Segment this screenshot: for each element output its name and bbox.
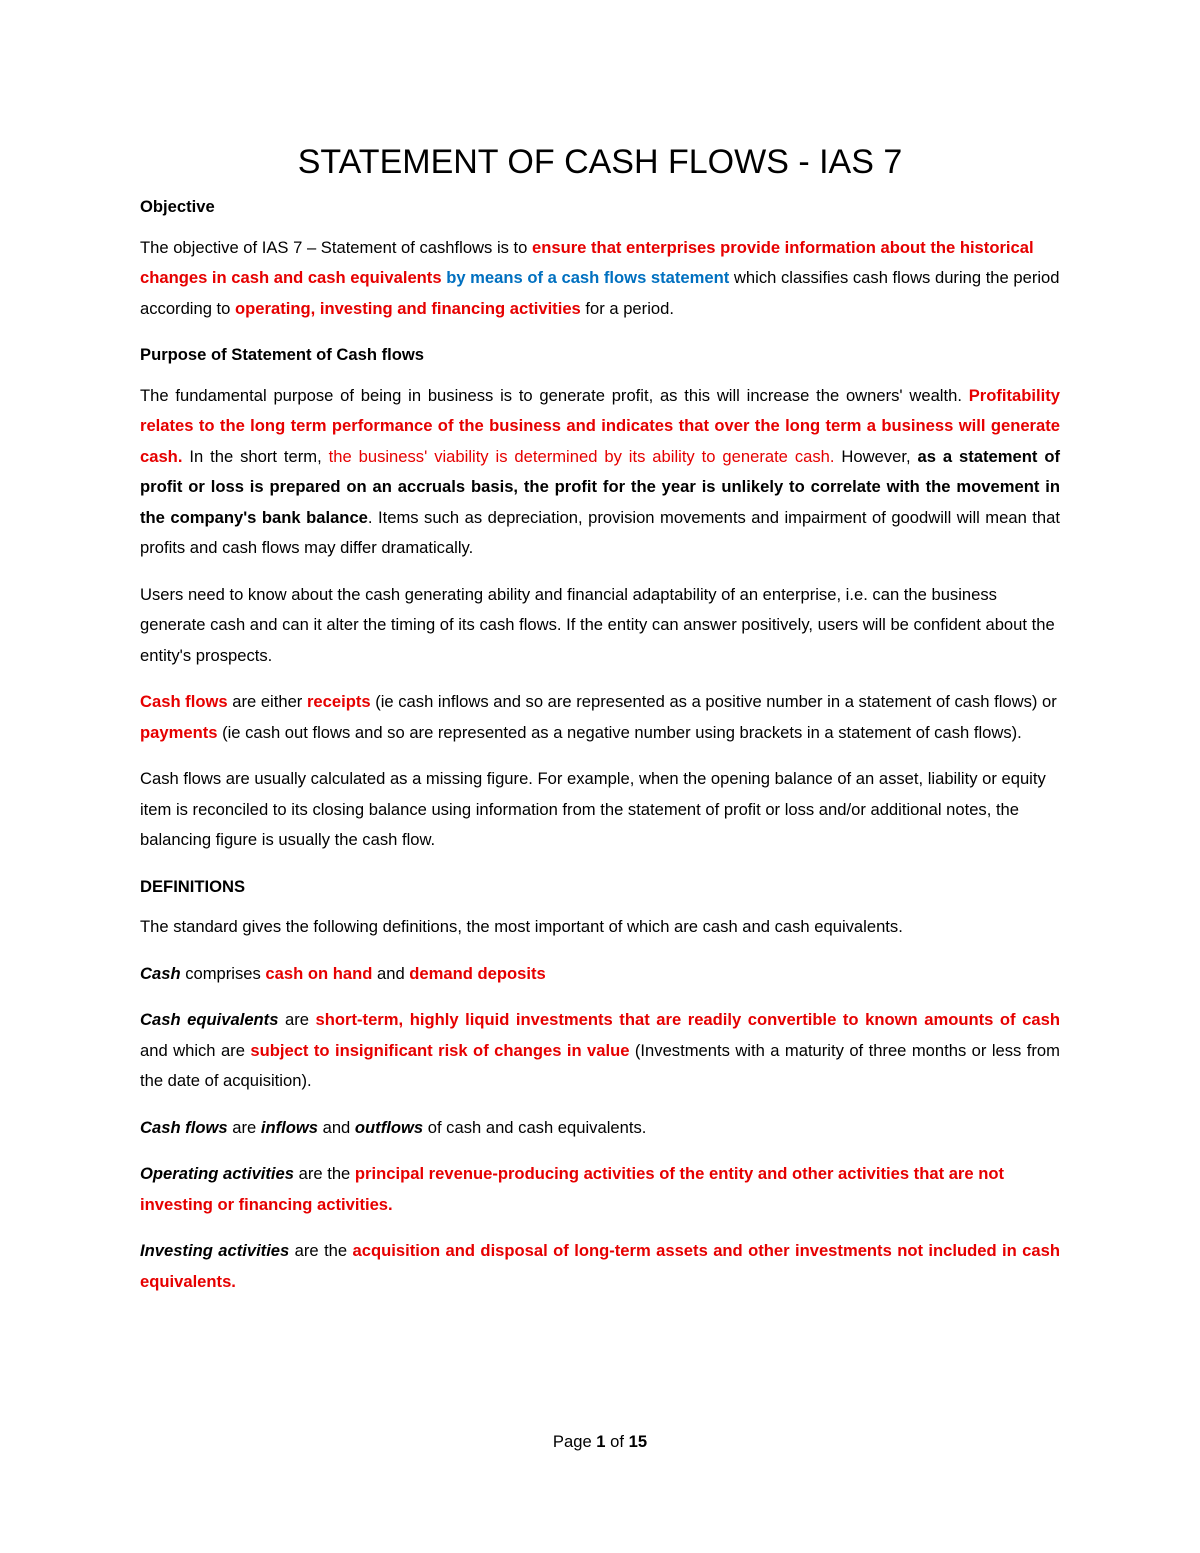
text-run: (Investments with a maturity of three months or less from the date of acquisition).: [140, 1040, 1060, 1090]
text-run: The objective of IAS 7 – Statement of cashflows is to: [140, 237, 532, 257]
highlight-red: the business' viability is determined by its ability to generate cash.: [328, 446, 835, 466]
section-heading-objective: Objective: [140, 197, 215, 216]
highlight-red: demand deposits: [409, 963, 546, 983]
text-run: comprises: [180, 963, 266, 983]
highlight-red: acquisition and disposal of long-term assets and other investments not included in cash equivalents.: [140, 1241, 1061, 1291]
highlight-red: subject to insignificant risk of changes in value: [250, 1040, 630, 1060]
bold-italic-text: inflows: [260, 1117, 318, 1137]
definition-term: Cash: [140, 963, 181, 983]
text-run: are the: [294, 1164, 355, 1183]
highlight-red: principal revenue-producing activities of the entity and other activities that are not investing or financing activities.: [140, 1164, 1005, 1214]
text-run: which classifies cash flows during the period according to: [140, 268, 1060, 318]
definition-term: Cash equivalents: [140, 1010, 279, 1029]
paragraph-purpose-2: Users need to know about the cash generating ability and financial adaptability of an enterprise, i.e. can the business generate cash and can it alter the timing of its cash flows. If the entity can answer positively, users will be confident about the entity's prospects.: [140, 584, 1055, 665]
paragraph-objective: [140, 233, 1060, 325]
highlight-red: ensure that enterprises provide information about the historical changes in cash and cash equivalents: [140, 237, 1034, 287]
highlight-blue: by means of a cash flows statement: [446, 268, 730, 287]
page-number-total: 15: [628, 1432, 648, 1451]
text-run: and which are: [140, 1040, 251, 1060]
text-run: . Items such as depreciation, provision movements and impairment of goodwill will mean that profits and cash flows may differ dramatically.: [140, 507, 1060, 557]
page-footer: [0, 1432, 1200, 1452]
text-run: are: [227, 1117, 261, 1137]
highlight-red: Cash flows: [140, 692, 228, 711]
bold-text: as a statement of profit or loss is prepared on an accruals basis, the profit for the year is unlikely to correlate with the movement in the company's bank balance: [140, 446, 1061, 527]
page-number-current: 1: [596, 1432, 606, 1451]
page-title: STATEMENT OF CASH FLOWS - IAS 7: [297, 143, 903, 181]
highlight-red: short-term, highly liquid investments that are readily convertible to known amounts of cash: [315, 1010, 1060, 1029]
section-heading-purpose: Purpose of Statement of Cash flows: [140, 345, 424, 364]
bold-italic-text: outflows: [354, 1117, 424, 1137]
text-run: and: [317, 1117, 355, 1137]
text-run: and: [372, 963, 410, 983]
text-run: are: [278, 1010, 316, 1029]
paragraph-purpose-3: [140, 687, 1060, 748]
page-content: [140, 140, 1060, 1313]
text-run: In the short term,: [182, 446, 329, 466]
highlight-red: operating, investing and financing activities: [235, 298, 581, 318]
page-number-separator: of: [605, 1432, 629, 1451]
definition-operating-activities: [140, 1159, 1060, 1220]
text-run: are the: [289, 1241, 353, 1260]
paragraph-purpose-1: [140, 381, 1060, 564]
text-run: for a period.: [580, 298, 674, 318]
definition-cash-flows: [140, 1113, 1060, 1144]
definition-term: Operating activities: [140, 1164, 295, 1183]
text-run: (ie cash inflows and so are represented as a positive number in a statement of cash flows) or: [370, 692, 1057, 711]
section-heading-definitions: DEFINITIONS: [140, 876, 246, 896]
definition-cash: [140, 959, 1060, 990]
text-run: However,: [834, 446, 918, 466]
text-run: are either: [227, 692, 307, 711]
paragraph-purpose-4: Cash flows are usually calculated as a missing figure. For example, when the opening balance of an asset, liability or equity item is reconciled to its closing balance using information from the statement of profit or loss and/or additional notes, the balancing figure is usually the cash flow.: [140, 769, 1046, 849]
highlight-red: Profitability relates to the long term performance of the business and indicates that over the long term a business will generate cash.: [140, 385, 1060, 466]
page-number-label: Page: [552, 1432, 597, 1451]
text-run: (ie cash out flows and so are represented as a negative number using brackets in a statement of cash flows).: [217, 722, 1022, 742]
text-run: The fundamental purpose of being in business is to generate profit, as this will increase the owners' wealth.: [140, 385, 969, 405]
definition-term: Investing activities: [140, 1241, 290, 1260]
definition-investing-activities: [140, 1236, 1060, 1297]
paragraph-definitions-intro: The standard gives the following definitions, the most important of which are cash and cash equivalents.: [140, 917, 903, 936]
text-run: of cash and cash equivalents.: [423, 1117, 647, 1137]
highlight-red: cash on hand: [265, 963, 373, 983]
highlight-red: receipts: [306, 692, 371, 711]
definition-term: Cash flows: [140, 1117, 228, 1137]
definition-cash-equivalents: [140, 1005, 1060, 1097]
highlight-red: payments: [140, 722, 218, 742]
